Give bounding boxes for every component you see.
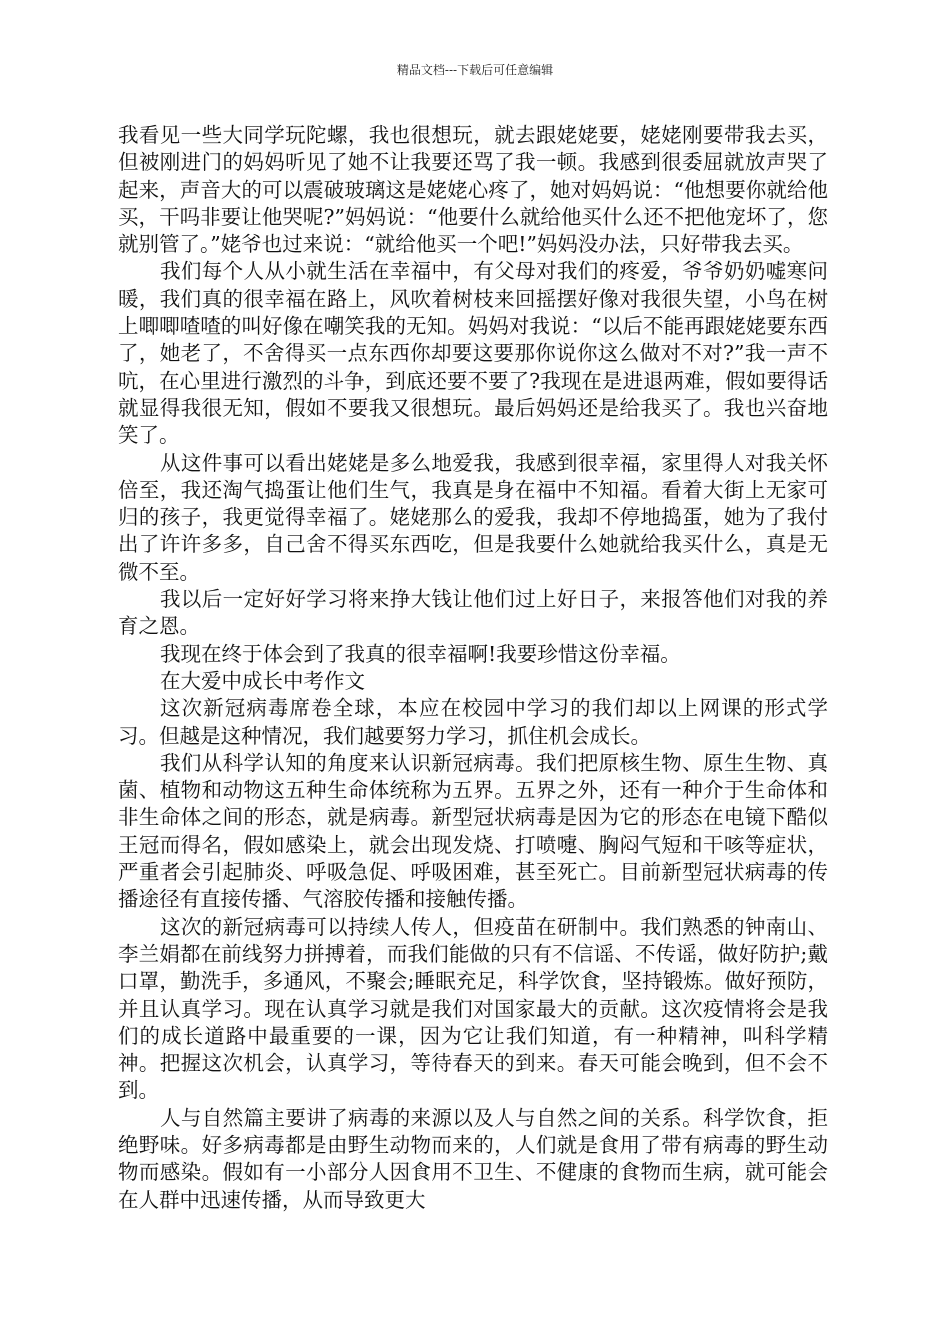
paragraph-3: 从这件事可以看出姥姥是多么地爱我，我感到很幸福，家里得人对我关怀倍至，我还淘气捣蛋让他们生气，我真是身在福中不知福。看着大街上无家可归的孩子，我更觉得幸福了。姥姥那么的爱我，我却不停地捣蛋，她为了我付出了许许多多，自己舍不得买东西吃，但是我要什么她就给我买什么，真是无微不至。 xyxy=(118,450,828,584)
essay-title: 在大爱中成长中考作文 xyxy=(160,668,366,693)
paragraph-7: 我们从科学认知的角度来认识新冠病毒。我们把原核生物、原生生物、真菌、植物和动物这五种生命体统称为五界。五界之外，还有一种介于生命体和非生命体之间的形态，就是病毒。新型冠状病毒是因为它的形态在电镜下酷似王冠而得名，假如感染上，就会出现发烧、打喷嚏、胸闷气短和干咳等症状，严重者会引起肺炎、呼吸急促、呼吸困难，甚至死亡。目前新型冠状病毒的传播途径有直接传播、气溶胶传播和接触传播。 xyxy=(118,750,828,912)
paragraph-6: 这次新冠病毒席卷全球，本应在校园中学习的我们却以上网课的形式学习。但越是这种情况，我们越要努力学习，抓住机会成长。 xyxy=(118,696,828,748)
paragraph-1: 我看见一些大同学玩陀螺，我也很想玩，就去跟姥姥要，姥姥刚要带我去买，但被刚进门的妈妈听见了她不让我要还骂了我一顿。我感到很委屈就放声哭了起来，声音大的可以震破玻璃这是姥姥心疼了，她对妈妈说：“他想要你就给他买，干吗非要让他哭呢?”妈妈说：“他要什么就给他买什么还不把他宠坏了，您就别管了。”姥爷也过来说：“就给他买一个吧!”妈妈没办法，只好带我去买。 xyxy=(118,123,828,257)
paragraph-9: 人与自然篇主要讲了病毒的来源以及人与自然之间的关系。科学饮食，拒绝野味。好多病毒都是由野生动物而来的，人们就是食用了带有病毒的野生动物而感染。假如有一小部分人因食用不卫生、不健康的食物而生病，就可能会在人群中迅速传播，从而导致更大 xyxy=(118,1105,828,1212)
paragraph-4: 我以后一定好好学习将来挣大钱让他们过上好日子，来报答他们对我的养育之恩。 xyxy=(118,587,828,639)
paragraph-2: 我们每个人从小就生活在幸福中，有父母对我们的疼爱，爷爷奶奶嘘寒问暖，我们真的很幸福在路上，风吹着树枝来回摇摆好像对我很失望，小鸟在树上唧唧喳喳的叫好像在嘲笑我的无知。妈妈对我说：“以后不能再跟姥姥要东西了，她老了，不舍得买一点东西你却要这要那你说你这么做对不对?”我一声不吭，在心里进行激烈的斗争，到底还要不要了?我现在是进退两难，假如要得话就显得我很无知，假如不要我又很想玩。最后妈妈还是给我买了。我也兴奋地笑了。 xyxy=(118,259,828,448)
paragraph-5: 我现在终于体会到了我真的很幸福啊!我要珍惜这份幸福。 xyxy=(160,641,681,666)
page-header: 精品文档---下载后可任意编辑 xyxy=(396,63,554,77)
paragraph-8: 这次的新冠病毒可以持续人传人，但疫苗在研制中。我们熟悉的钟南山、李兰娟都在前线努力拼搏着，而我们能做的只有不信谣、不传谣，做好防护;戴口罩，勤洗手，多通风，不聚会;睡眠充足，科学饮食，坚持锻炼。做好预防，并且认真学习。现在认真学习就是我们对国家最大的贡献。这次疫情将会是我们的成长道路中最重要的一课，因为它让我们知道，有一种精神，叫科学精神。把握这次机会，认真学习，等待春天的到来。春天可能会晚到，但不会不到。 xyxy=(118,914,828,1103)
document-body xyxy=(118,122,828,1214)
